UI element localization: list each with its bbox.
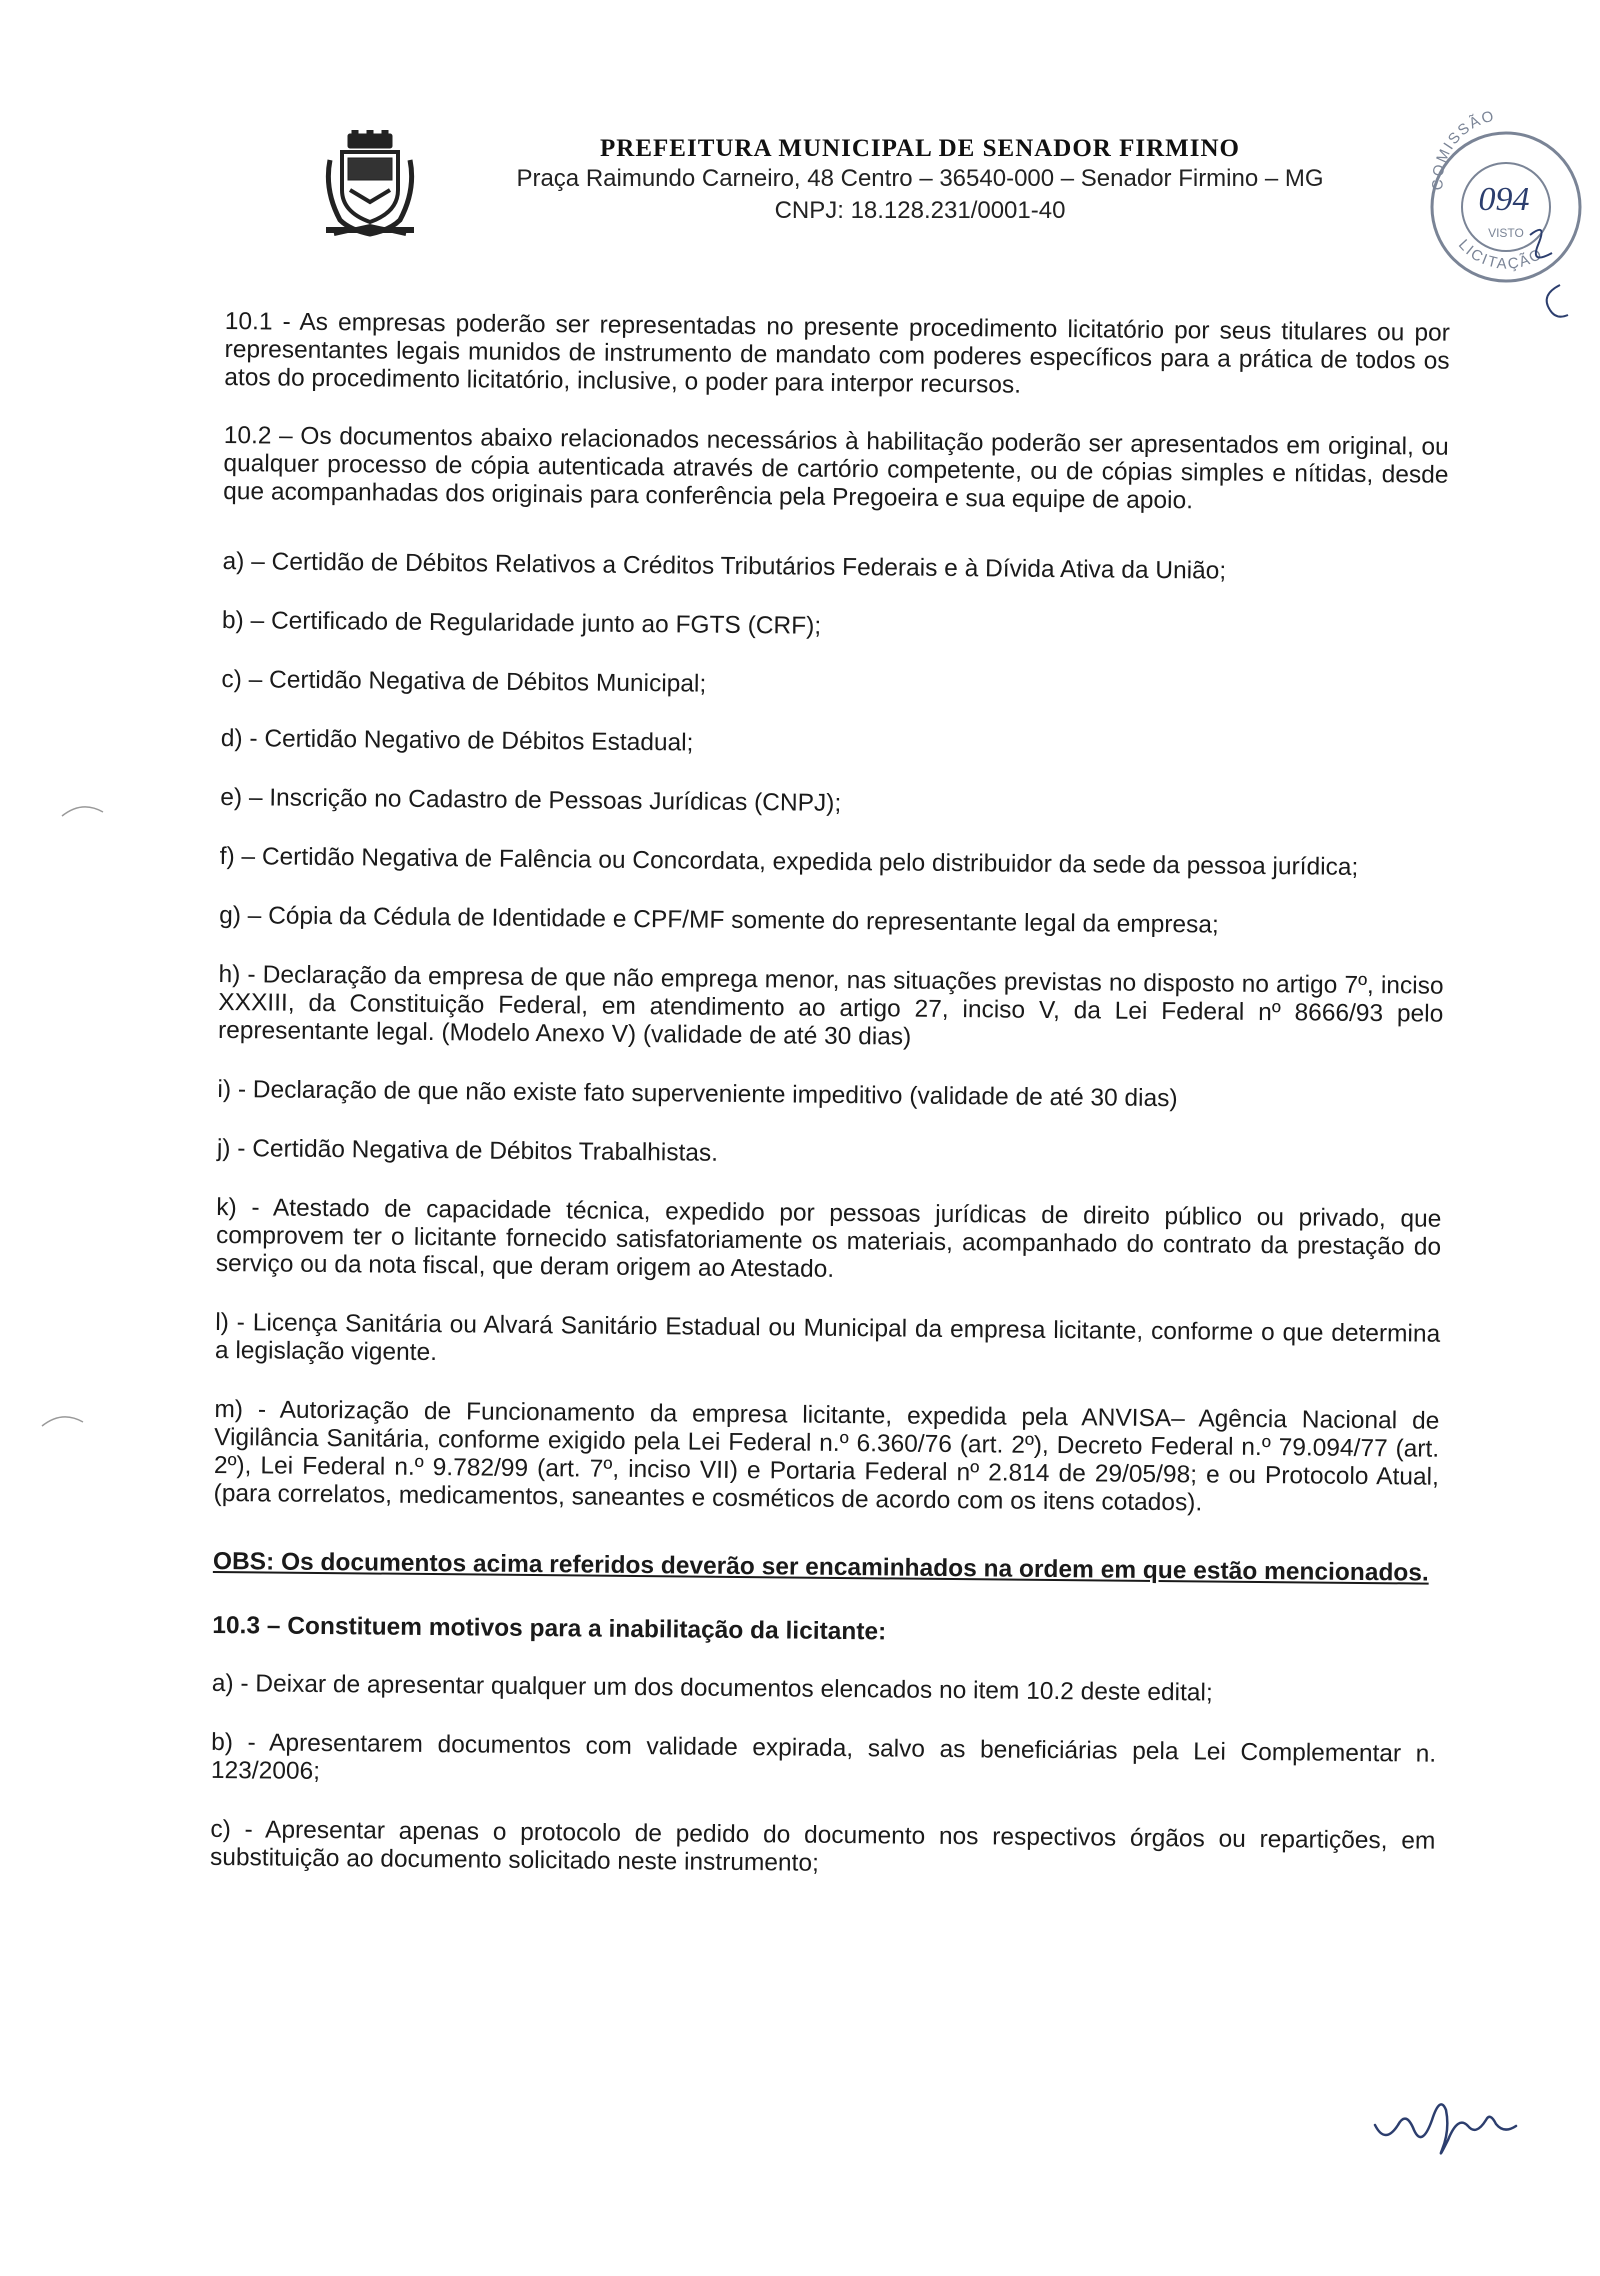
list-item: e) – Inscrição no Cadastro de Pessoas Jurídicas (CNPJ);: [220, 783, 842, 817]
list-item: i) - Declaração de que não existe fato superveniente impeditivo (validade de até 30 dias): [217, 1075, 1178, 1113]
letterhead: [320, 125, 1420, 255]
inabilitation-list: [210, 1670, 1437, 1884]
letterhead-title: PREFEITURA MUNICIPAL DE SENADOR FIRMINO: [600, 135, 1240, 162]
list-item: l) - Licença Sanitária ou Alvará Sanitário Estadual ou Municipal da empresa licitante, conforme o que determina a legislação vigente.: [214, 1308, 1441, 1367]
list-item: a) - Deixar de apresentar qualquer um dos documentos elencados no item 10.2 deste edital;: [211, 1669, 1213, 1707]
list-item: k) - Atestado de capacidade técnica, expedido por pessoas jurídicas de direito público ou privado, que comprovem ter o licitante fornecido satisfatoriamente os materiais, acompanhado do contrato da prestação do serviço ou da nota fiscal, que deram origem ao Atestado.: [215, 1193, 1442, 1283]
list-item: c) – Certidão Negativa de Débitos Municipal;: [221, 665, 707, 698]
signature-mark: [1370, 2090, 1520, 2160]
list-item: c) - Apresentar apenas o protocolo de pedido do documento nos respectivos órgãos ou repartições, em substituição ao documento solicitado neste instrumento;: [209, 1815, 1436, 1877]
stamp-bottom-text: LICITAÇÃO: [1454, 236, 1547, 273]
list-item: g) – Cópia da Cédula de Identidade e CPF/MF somente do representante legal da empresa;: [219, 901, 1219, 939]
list-item: f) – Certidão Negativa de Falência ou Concordata, expedida pelo distribuidor da sede da pessoa jurídica;: [219, 842, 1359, 881]
list-item: d) - Certidão Negativo de Débitos Estadual;: [220, 724, 694, 757]
commission-stamp: [1418, 95, 1588, 325]
list-item: m) - Autorização de Funcionamento da empresa licitante, expedida pela ANVISA– Agência Nacional de Vigilância Sanitária, conforme exigido pela Lei Federal n.º 6.360/76 (art. 2º), Decreto Federal n.º 79.094/77 (art. 2º), Lei Federal n.º 9.782/99 (art. 7º, inciso VII) e Portaria Federal nº 2.814 de 29/05/98; e ou Protocolo Atual, (para correlatos, medicamentos, saneantes e cosméticos de acordo com os itens cotados).: [213, 1395, 1440, 1517]
obs-note: OBS: Os documentos acima referidos deverão ser encaminhados na ordem em que estão mencionados.: [212, 1547, 1429, 1587]
municipal-crest-icon: [320, 130, 420, 240]
letterhead-cnpj: CNPJ: 18.128.231/0001-40: [774, 197, 1066, 224]
paragraph-10-2: 10.2 – Os documentos abaixo relacionados necessários à habilitação poderão ser apresentados em original, ou qualquer processo de cópia autenticada através de cartório competente, ou de cópias simples e nítidas, desde que acompanhadas dos originais para conferência pela Pregoeira e sua equipe de apoio.: [223, 421, 1449, 515]
letterhead-address: Praça Raimundo Carneiro, 48 Centro – 36540-000 – Senador Firmino – MG: [516, 165, 1324, 192]
stamp-middle-text: VISTO: [1488, 226, 1524, 240]
letterhead-text: [440, 135, 1400, 227]
document-body: [210, 308, 1450, 1915]
list-item: j) - Certidão Negativa de Débitos Trabalhistas.: [216, 1134, 719, 1167]
section-heading-10-3: 10.3 – Constituem motivos para a inabilitação da licitante:: [212, 1611, 887, 1646]
svg-text:COMISSÃO: [1429, 107, 1497, 190]
paragraph-10-1: 10.1 - As empresas poderão ser representadas no presente procedimento licitatório por seus titulares ou por representantes legais munidos de instrumento de mandato com poderes específicos para a prática de todos os atos do procedimento licitatório, inclusive, o poder para interpor recursos.: [224, 308, 1450, 399]
stamp-top-text: COMISSÃO: [1429, 107, 1498, 191]
stamp-page-number: 094: [1478, 181, 1530, 218]
list-item: b) - Apresentarem documentos com validade expirada, salvo as beneficiárias pela Lei Complementar n. 123/2006;: [210, 1728, 1437, 1785]
list-item: a) – Certidão de Débitos Relativos a Créditos Tributários Federais e à Dívida Ativa da União;: [222, 547, 1227, 585]
list-item: h) - Declaração da empresa de que não emprega menor, nas situações previstas no disposto no artigo 7º, inciso XXXIII, da Constituição Federal, em atendimento ao artigo 27, inciso V, da Lei Federal nº 8666/93 pelo representante legal. (Modelo Anexo V) (validade de até 30 dias): [217, 960, 1444, 1051]
margin-mark: [60, 800, 105, 820]
margin-mark: [40, 1410, 85, 1430]
list-item: b) – Certificado de Regularidade junto ao FGTS (CRF);: [221, 606, 822, 640]
documents-list: [213, 548, 1447, 1520]
